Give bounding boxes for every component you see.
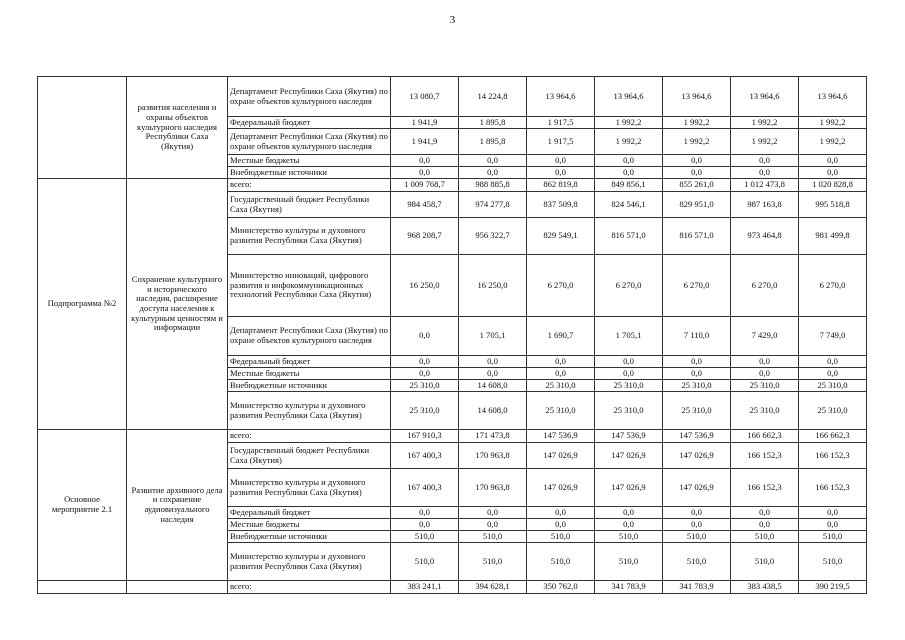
amount-cell: 383 438,5: [731, 581, 799, 594]
amount-cell: 25 310,0: [663, 392, 731, 430]
amount-cell: 390 219,5: [799, 581, 867, 594]
table-row: [38, 430, 867, 443]
amount-cell: 166 662,3: [799, 430, 867, 443]
amount-cell: 166 152,3: [799, 469, 867, 507]
table-row: [38, 581, 867, 594]
amount-cell: 25 310,0: [527, 380, 595, 392]
amount-cell: 147 026,9: [527, 443, 595, 469]
amount-cell: 0,0: [459, 519, 527, 531]
amount-cell: 510,0: [663, 531, 731, 543]
amount-cell: 25 310,0: [731, 392, 799, 430]
amount-cell: 0,0: [799, 519, 867, 531]
amount-cell: 0,0: [459, 155, 527, 167]
amount-cell: 166 152,3: [731, 469, 799, 507]
amount-cell: 510,0: [391, 531, 459, 543]
amount-cell: 13 964,6: [663, 77, 731, 117]
amount-cell: 0,0: [527, 368, 595, 380]
amount-cell: 0,0: [595, 167, 663, 179]
amount-cell: 0,0: [527, 507, 595, 519]
program-name-cell: Развитие архивного дела и сохранение аудиовизуального наследия: [127, 430, 228, 581]
amount-cell: 510,0: [799, 543, 867, 581]
amount-cell: 0,0: [663, 519, 731, 531]
amount-cell: 510,0: [799, 531, 867, 543]
funding-source-cell: Внебюджетные источники: [228, 167, 391, 179]
amount-cell: 1 941,9: [391, 117, 459, 129]
program-name-cell: Сохранение культурного и исторического наследия, расширение доступа населения к культурным ценностям и информации: [127, 179, 228, 430]
amount-cell: 167 400,3: [391, 443, 459, 469]
amount-cell: 987 163,8: [731, 192, 799, 218]
amount-cell: 25 310,0: [799, 392, 867, 430]
amount-cell: 147 026,9: [663, 443, 731, 469]
amount-cell: 1 992,2: [731, 129, 799, 155]
amount-cell: 1 020 828,8: [799, 179, 867, 192]
amount-cell: 1 941,9: [391, 129, 459, 155]
amount-cell: 16 250,0: [391, 255, 459, 317]
amount-cell: 6 270,0: [595, 255, 663, 317]
program-cell: Основное мероприятие 2.1: [38, 430, 127, 581]
amount-cell: 1 917,5: [527, 129, 595, 155]
budget-table: [37, 76, 867, 594]
amount-cell: 0,0: [595, 356, 663, 368]
amount-cell: 1 012 473,8: [731, 179, 799, 192]
amount-cell: 166 152,3: [731, 443, 799, 469]
amount-cell: 0,0: [731, 368, 799, 380]
funding-source-cell: всего:: [228, 581, 391, 594]
amount-cell: 147 026,9: [663, 469, 731, 507]
amount-cell: 837 509,8: [527, 192, 595, 218]
amount-cell: 0,0: [731, 356, 799, 368]
amount-cell: 0,0: [527, 519, 595, 531]
amount-cell: 0,0: [663, 507, 731, 519]
amount-cell: 984 458,7: [391, 192, 459, 218]
amount-cell: 510,0: [731, 543, 799, 581]
amount-cell: 974 277,8: [459, 192, 527, 218]
amount-cell: 6 270,0: [731, 255, 799, 317]
amount-cell: 0,0: [391, 317, 459, 356]
amount-cell: 510,0: [527, 543, 595, 581]
amount-cell: 6 270,0: [663, 255, 731, 317]
amount-cell: 341 783,9: [663, 581, 731, 594]
funding-source-cell: Государственный бюджет Республики Саха (Якутия): [228, 192, 391, 218]
amount-cell: 171 473,8: [459, 430, 527, 443]
amount-cell: 1 992,2: [595, 129, 663, 155]
program-name-cell: [127, 581, 228, 594]
amount-cell: 13 080,7: [391, 77, 459, 117]
funding-source-cell: Федеральный бюджет: [228, 356, 391, 368]
amount-cell: 167 910,3: [391, 430, 459, 443]
amount-cell: 0,0: [663, 368, 731, 380]
funding-source-cell: Департамент Республики Саха (Якутия) по охране объектов культурного наследия: [228, 129, 391, 155]
amount-cell: 0,0: [391, 167, 459, 179]
amount-cell: 510,0: [391, 543, 459, 581]
amount-cell: 147 026,9: [595, 469, 663, 507]
funding-source-cell: Министерство культуры и духовного развития Республики Саха (Якутия): [228, 392, 391, 430]
program-name-cell: развития населения и охраны объектов культурного наследия Республики Саха (Якутия): [127, 77, 228, 179]
amount-cell: 394 628,1: [459, 581, 527, 594]
funding-source-cell: Местные бюджеты: [228, 368, 391, 380]
amount-cell: 0,0: [731, 519, 799, 531]
amount-cell: 510,0: [595, 543, 663, 581]
amount-cell: 0,0: [391, 356, 459, 368]
funding-source-cell: Департамент Республики Саха (Якутия) по охране объектов культурного наследия: [228, 317, 391, 356]
funding-source-cell: Государственный бюджет Республики Саха (Якутия): [228, 443, 391, 469]
amount-cell: 25 310,0: [663, 380, 731, 392]
amount-cell: 0,0: [663, 155, 731, 167]
amount-cell: 988 885,8: [459, 179, 527, 192]
amount-cell: 383 241,1: [391, 581, 459, 594]
amount-cell: 0,0: [459, 368, 527, 380]
amount-cell: 6 270,0: [799, 255, 867, 317]
funding-source-cell: всего:: [228, 430, 391, 443]
amount-cell: 0,0: [391, 519, 459, 531]
amount-cell: 981 499,8: [799, 218, 867, 255]
amount-cell: 13 964,6: [731, 77, 799, 117]
program-cell: [38, 581, 127, 594]
amount-cell: 0,0: [527, 356, 595, 368]
amount-cell: 0,0: [799, 368, 867, 380]
amount-cell: 147 026,9: [595, 443, 663, 469]
amount-cell: 25 310,0: [731, 380, 799, 392]
amount-cell: 0,0: [391, 368, 459, 380]
amount-cell: 166 662,3: [731, 430, 799, 443]
amount-cell: 1 705,1: [459, 317, 527, 356]
amount-cell: 1 992,2: [663, 117, 731, 129]
amount-cell: 1 705,1: [595, 317, 663, 356]
funding-source-cell: Департамент Республики Саха (Якутия) по охране объектов культурного наследия: [228, 77, 391, 117]
amount-cell: 170 963,8: [459, 443, 527, 469]
amount-cell: 968 208,7: [391, 218, 459, 255]
amount-cell: 0,0: [595, 519, 663, 531]
amount-cell: 25 310,0: [391, 380, 459, 392]
amount-cell: 1 895,8: [459, 129, 527, 155]
amount-cell: 510,0: [663, 543, 731, 581]
funding-source-cell: Внебюджетные источники: [228, 380, 391, 392]
amount-cell: 1 992,2: [731, 117, 799, 129]
amount-cell: 510,0: [595, 531, 663, 543]
amount-cell: 0,0: [799, 356, 867, 368]
amount-cell: 167 400,3: [391, 469, 459, 507]
amount-cell: 0,0: [459, 507, 527, 519]
amount-cell: 510,0: [459, 543, 527, 581]
amount-cell: 1 009 768,7: [391, 179, 459, 192]
amount-cell: 147 026,9: [527, 469, 595, 507]
amount-cell: 7 429,0: [731, 317, 799, 356]
amount-cell: 13 964,6: [527, 77, 595, 117]
amount-cell: 14 224,8: [459, 77, 527, 117]
amount-cell: 14 608,0: [459, 380, 527, 392]
amount-cell: 7 110,0: [663, 317, 731, 356]
amount-cell: 0,0: [731, 507, 799, 519]
amount-cell: 829 951,0: [663, 192, 731, 218]
amount-cell: 7 749,0: [799, 317, 867, 356]
amount-cell: 849 856,1: [595, 179, 663, 192]
funding-source-cell: Местные бюджеты: [228, 155, 391, 167]
funding-source-cell: Местные бюджеты: [228, 519, 391, 531]
amount-cell: 816 571,0: [595, 218, 663, 255]
amount-cell: 0,0: [527, 167, 595, 179]
funding-source-cell: Министерство культуры и духовного развития Республики Саха (Якутия): [228, 543, 391, 581]
amount-cell: 824 546,1: [595, 192, 663, 218]
amount-cell: 0,0: [799, 155, 867, 167]
funding-source-cell: Внебюджетные источники: [228, 531, 391, 543]
amount-cell: 1 992,2: [799, 129, 867, 155]
amount-cell: 341 783,9: [595, 581, 663, 594]
amount-cell: 510,0: [527, 531, 595, 543]
amount-cell: 1 992,2: [663, 129, 731, 155]
amount-cell: 16 250,0: [459, 255, 527, 317]
amount-cell: 1 690,7: [527, 317, 595, 356]
amount-cell: 995 518,8: [799, 192, 867, 218]
funding-source-cell: Федеральный бюджет: [228, 117, 391, 129]
funding-source-cell: Министерство инноваций, цифрового развития и инфокоммуникационных технологий Республики Саха (Якутия): [228, 255, 391, 317]
amount-cell: 147 536,9: [663, 430, 731, 443]
amount-cell: 0,0: [391, 507, 459, 519]
funding-source-cell: всего:: [228, 179, 391, 192]
page-number: 3: [449, 14, 456, 26]
amount-cell: 0,0: [391, 155, 459, 167]
amount-cell: 25 310,0: [527, 392, 595, 430]
amount-cell: 350 762,0: [527, 581, 595, 594]
table-row: [38, 77, 867, 117]
amount-cell: 0,0: [459, 356, 527, 368]
amount-cell: 862 819,8: [527, 179, 595, 192]
amount-cell: 13 964,6: [595, 77, 663, 117]
amount-cell: 0,0: [731, 155, 799, 167]
funding-source-cell: Министерство культуры и духовного развития Республики Саха (Якутия): [228, 469, 391, 507]
program-cell: Подпрограмма №2: [38, 179, 127, 430]
program-cell: [38, 77, 127, 179]
amount-cell: 0,0: [663, 356, 731, 368]
amount-cell: 855 261,0: [663, 179, 731, 192]
amount-cell: 510,0: [459, 531, 527, 543]
amount-cell: 0,0: [663, 167, 731, 179]
amount-cell: 0,0: [595, 507, 663, 519]
funding-source-cell: Министерство культуры и духовного развития Республики Саха (Якутия): [228, 218, 391, 255]
amount-cell: 0,0: [527, 155, 595, 167]
amount-cell: 170 963,8: [459, 469, 527, 507]
amount-cell: 1 917,5: [527, 117, 595, 129]
table-row: [38, 179, 867, 192]
amount-cell: 0,0: [595, 368, 663, 380]
amount-cell: 166 152,3: [799, 443, 867, 469]
amount-cell: 829 549,1: [527, 218, 595, 255]
amount-cell: 0,0: [595, 155, 663, 167]
funding-source-cell: Федеральный бюджет: [228, 507, 391, 519]
amount-cell: 25 310,0: [799, 380, 867, 392]
amount-cell: 973 464,8: [731, 218, 799, 255]
amount-cell: 1 895,8: [459, 117, 527, 129]
amount-cell: 1 992,2: [799, 117, 867, 129]
amount-cell: 0,0: [731, 167, 799, 179]
amount-cell: 25 310,0: [391, 392, 459, 430]
amount-cell: 147 536,9: [595, 430, 663, 443]
amount-cell: 14 608,0: [459, 392, 527, 430]
amount-cell: 510,0: [731, 531, 799, 543]
amount-cell: 147 536,9: [527, 430, 595, 443]
amount-cell: 13 964,6: [799, 77, 867, 117]
amount-cell: 25 310,0: [595, 392, 663, 430]
amount-cell: 25 310,0: [595, 380, 663, 392]
amount-cell: 0,0: [799, 167, 867, 179]
amount-cell: 956 322,7: [459, 218, 527, 255]
amount-cell: 816 571,0: [663, 218, 731, 255]
amount-cell: 1 992,2: [595, 117, 663, 129]
amount-cell: 0,0: [459, 167, 527, 179]
amount-cell: 6 270,0: [527, 255, 595, 317]
amount-cell: 0,0: [799, 507, 867, 519]
